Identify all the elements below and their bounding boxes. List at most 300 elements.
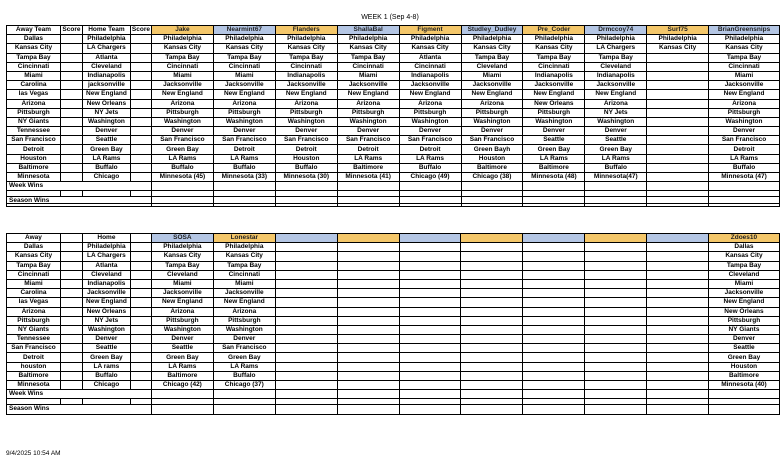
pick-cell: LA Rams [337,154,399,163]
pick-cell: LA Rams [399,154,461,163]
pick-cell [275,261,337,270]
score-cell [60,353,82,362]
score-cell [60,289,82,298]
pick-cell: Cincinnati [151,62,213,71]
pick-cell: Baltimore [151,371,213,380]
pick-cell: New Orleans [523,99,585,108]
pick-cell: Baltimore [461,163,523,172]
game-row [7,127,780,136]
pick-cell [399,307,461,316]
pick-cell [647,108,709,117]
pick-cell [337,316,399,325]
wins-cell [523,182,585,191]
score-cell [130,261,151,270]
pick-cell: Cincinnati [275,62,337,71]
away-team-cell: Miami [7,71,61,80]
game-row [7,335,780,344]
pick-cell: New England [523,90,585,99]
away-team-cell: Miami [7,279,61,288]
pick-cell: Jacksonville [151,81,213,90]
score-cell [130,279,151,288]
score-cell [130,154,151,163]
wins-cell [708,405,779,414]
wins-cell [337,390,399,399]
score-cell [60,279,82,288]
pick-cell: Minnesota (48) [523,173,585,182]
column-header: Away Team [7,26,61,35]
pick-cell: Denver [709,127,780,136]
pick-cell [275,252,337,261]
pick-cell: Philadelphia [399,35,461,44]
away-team-cell: Dallas [7,35,61,44]
home-team-cell: Jacksonville [82,289,130,298]
pick-cell [523,362,585,371]
home-team-cell: Philadelphia [82,35,130,44]
top-picks-table [6,25,780,207]
away-team-cell: las Vegas [7,298,61,307]
pick-cell: New England [213,298,275,307]
pick-cell: Cleveland [585,62,647,71]
pick-cell: Houston [708,362,779,371]
pick-cell: Buffalo [585,163,647,172]
score-cell [60,243,82,252]
score-cell [130,35,151,44]
pick-cell: Philadelphia [337,35,399,44]
pick-cell: Washington [523,117,585,126]
pick-cell: Denver [213,127,275,136]
wins-cell [151,405,213,414]
away-team-cell: Cincinnati [7,62,61,71]
away-team-cell: Detroit [7,145,61,154]
score-cell [60,335,82,344]
game-row [7,136,780,145]
pick-cell: Tampa Bay [151,53,213,62]
game-row [7,316,780,325]
pick-cell: New England [708,298,779,307]
pick-cell [399,362,461,371]
away-team-cell: Pittsburgh [7,316,61,325]
pick-cell: Pittsburgh [213,108,275,117]
pick-cell [647,252,709,261]
pick-cell: Philadelphia [275,35,337,44]
pick-cell: Pittsburgh [337,108,399,117]
pick-cell: Denver [585,127,647,136]
pick-cell [523,325,585,334]
pick-cell [461,316,523,325]
footer-timestamp: 9/4/2025 10:54 AM [6,450,61,457]
pick-cell [275,371,337,380]
game-row [7,108,780,117]
wins-cell [461,405,523,414]
pick-cell: San Francisco [399,136,461,145]
pick-cell: Minnesota (40) [708,381,779,390]
pick-cell [647,362,709,371]
pick-cell [337,252,399,261]
pick-cell: Minnesota (30) [275,173,337,182]
pick-cell: Detroit [275,145,337,154]
pick-cell: Jacksonville [461,81,523,90]
score-cell [130,71,151,80]
pick-cell: Denver [151,335,213,344]
pick-cell: Denver [151,127,213,136]
pick-cell: Tampa Bay [213,261,275,270]
score-cell [130,173,151,182]
pick-cell [647,163,709,172]
pick-cell: Baltimore [523,163,585,172]
pick-cell: LA Chargers [585,44,647,53]
pick-cell: Pittsburgh [461,108,523,117]
game-row [7,90,780,99]
picker-name-header [523,234,585,243]
away-team-cell: San Francisco [7,344,61,353]
pick-cell [461,270,523,279]
pick-cell: Tampa Bay [523,53,585,62]
away-team-cell: NY Giants [7,117,61,126]
pick-cell: Denver [523,127,585,136]
pick-cell [585,371,647,380]
season-wins-row [7,405,780,414]
pick-cell [647,344,709,353]
pick-cell: Buffalo [213,163,275,172]
pick-cell: Kansas City [461,44,523,53]
pick-cell: Jacksonville [151,289,213,298]
pick-cell: New Orleans [708,307,779,316]
pick-cell: Miami [461,71,523,80]
score-cell [60,316,82,325]
picker-name-header: Surf75 [647,26,709,35]
pick-cell [275,279,337,288]
pick-cell: Cincinnati [399,62,461,71]
picker-name-header: Nearmint67 [213,26,275,35]
pick-cell: Chicago (38) [461,173,523,182]
pick-cell: San Francisco [151,136,213,145]
column-header: Away [7,234,61,243]
pick-cell: Jacksonville [523,81,585,90]
away-team-cell: Baltimore [7,163,61,172]
pick-cell: Cleveland [461,62,523,71]
away-team-cell: Arizona [7,307,61,316]
pick-cell [337,289,399,298]
pick-cell: Miami [337,71,399,80]
picker-name-header [461,234,523,243]
column-header: Score [62,26,81,34]
pick-cell: Chicago (37) [213,381,275,390]
pick-cell [337,325,399,334]
wins-cell [275,405,337,414]
pick-cell: Pittsburgh [213,316,275,325]
wins-cell [399,405,461,414]
pick-cell: New England [399,90,461,99]
home-team-cell: LA Chargers [82,252,130,261]
score-cell [60,136,82,145]
bottom-picks-table [6,233,780,415]
row-label: Season Wins [7,405,152,414]
score-cell [130,307,151,316]
score-cell [60,307,82,316]
away-team-cell: Tennessee [7,335,61,344]
home-team-cell: Buffalo [82,163,130,172]
pick-cell [399,261,461,270]
pick-cell: Buffalo [213,371,275,380]
picker-name-header [647,234,709,243]
pick-cell: Philadelphia [213,243,275,252]
pick-cell [275,289,337,298]
wins-cell [709,197,780,206]
pick-cell: Cincinnati [213,270,275,279]
pick-cell [647,81,709,90]
pick-cell [399,381,461,390]
pick-cell: Buffalo [275,163,337,172]
wins-cell [213,405,275,414]
pick-cell [275,344,337,353]
pick-cell [585,252,647,261]
pick-cell: Miami [709,71,780,80]
pick-cell: Denver [337,127,399,136]
pick-cell [585,353,647,362]
away-team-cell: San Francisco [7,136,61,145]
wins-cell [337,405,399,414]
score-cell [130,381,151,390]
pick-cell: Tampa Bay [585,53,647,62]
pick-cell: Minnesota (45) [151,173,213,182]
away-team-cell: Tampa Bay [7,261,61,270]
score-cell [60,381,82,390]
wins-cell [585,390,647,399]
home-team-cell: Green Bay [82,145,130,154]
away-team-cell: las Vegas [7,90,61,99]
pick-cell: Kansas City [709,44,780,53]
score-cell [130,353,151,362]
game-row [7,325,780,334]
pick-cell: Washington [585,117,647,126]
game-row [7,279,780,288]
score-cell [130,289,151,298]
away-team-cell: Carolina [7,289,61,298]
pick-cell [647,62,709,71]
pick-cell: San Francisco [709,136,780,145]
pick-cell: Minnesota(47) [585,173,647,182]
pick-cell: Buffalo [151,163,213,172]
pick-cell: Arizona [213,99,275,108]
pick-cell: NY Giants [708,325,779,334]
pick-cell: New England [151,90,213,99]
pick-cell: San Francisco [275,136,337,145]
pick-cell [275,353,337,362]
score-cell [60,90,82,99]
row-label: Week Wins [7,390,152,399]
pick-cell: Pittsburgh [399,108,461,117]
pick-cell: Denver [708,335,779,344]
home-team-cell: Washington [82,325,130,334]
header-row [7,26,780,35]
pick-cell: Cleveland [151,270,213,279]
pick-cell: Arizona [213,307,275,316]
picker-name-header: SOSA [151,234,213,243]
pick-cell: Arizona [151,99,213,108]
pick-cell [647,279,709,288]
pick-cell: Jacksonville [708,289,779,298]
home-team-cell: Green Bay [82,353,130,362]
pick-cell [399,243,461,252]
pick-cell [275,307,337,316]
pick-cell: Kansas City [708,252,779,261]
score-cell [60,371,82,380]
pick-cell [523,252,585,261]
pick-cell [399,335,461,344]
home-team-cell: Philadelphia [82,243,130,252]
wins-cell [709,182,780,191]
pick-cell [647,127,709,136]
score-cell [60,44,82,53]
pick-cell: Washington [399,117,461,126]
pick-cell [275,362,337,371]
pick-cell: Kansas City [337,44,399,53]
game-row [7,252,780,261]
pick-cell [523,316,585,325]
pick-cell: Detroit [709,145,780,154]
pick-cell [399,252,461,261]
score-cell [60,252,82,261]
pick-cell: Green Bay [213,353,275,362]
picker-name-header [275,234,337,243]
pick-cell: Cincinnati [709,62,780,71]
pick-cell: Seattle [523,136,585,145]
picker-name-header: BrianGreensnips [709,26,780,35]
pick-cell [399,344,461,353]
wins-cell [461,390,523,399]
pick-cell [337,362,399,371]
score-cell [130,44,151,53]
pick-cell [399,289,461,298]
pick-cell: Arizona [585,99,647,108]
score-cell [60,261,82,270]
pick-cell: Pittsburgh [151,316,213,325]
pick-cell: Green Bay [585,145,647,154]
pick-cell: Philadelphia [151,35,213,44]
score-cell [130,316,151,325]
pick-cell [461,298,523,307]
home-team-cell: Denver [82,335,130,344]
home-team-cell: Cleveland [82,62,130,71]
pick-cell: LA Rams [709,154,780,163]
away-team-cell: Arizona [7,99,61,108]
away-team-cell: Cincinnati [7,270,61,279]
pick-cell [337,298,399,307]
pick-cell [523,335,585,344]
pick-cell [647,99,709,108]
pick-cell: Arizona [275,99,337,108]
score-cell [60,127,82,136]
pick-cell: Chicago (49) [399,173,461,182]
pick-cell: Green Bay [151,353,213,362]
wins-cell [523,197,585,206]
pick-cell: New England [275,90,337,99]
pick-cell: Pittsburgh [523,108,585,117]
score-cell [60,173,82,182]
score-cell [60,344,82,353]
game-row [7,145,780,154]
pick-cell [523,261,585,270]
home-team-cell: Cleveland [82,270,130,279]
pick-cell: Washington [337,117,399,126]
pick-cell: Cincinnati [213,62,275,71]
pick-cell: Kansas City [151,252,213,261]
home-team-cell: New England [82,298,130,307]
pick-cell: Kansas City [523,44,585,53]
pick-cell: Arizona [151,307,213,316]
away-team-cell: Carolina [7,81,61,90]
pick-cell [647,243,709,252]
pick-cell: Washington [709,117,780,126]
column-header: Score [131,26,150,34]
pick-cell: Seattle [151,344,213,353]
pick-cell: Philadelphia [151,243,213,252]
home-team-cell: New Orleans [82,99,130,108]
picker-name-header: ShallaBal [337,26,399,35]
picker-name-header [337,234,399,243]
pick-cell: Pittsburgh [708,316,779,325]
game-row [7,289,780,298]
pick-cell [647,325,709,334]
row-label: Season Wins [7,197,152,206]
pick-cell [275,243,337,252]
score-cell [60,81,82,90]
game-row [7,243,780,252]
pick-cell [523,298,585,307]
pick-cell: Dallas [708,243,779,252]
pick-cell: San Francisco [461,136,523,145]
pick-cell: Kansas City [213,252,275,261]
pick-cell: Tampa Bay [709,53,780,62]
wins-cell [213,182,275,191]
pick-cell: Detroit [337,145,399,154]
score-cell [60,99,82,108]
pick-cell: Pittsburgh [151,108,213,117]
column-header [60,234,82,243]
pick-cell [337,371,399,380]
game-row [7,163,780,172]
picker-name-header: Figment [399,26,461,35]
pick-cell: Baltimore [337,163,399,172]
pick-cell [647,307,709,316]
pick-cell: Cleveland [708,270,779,279]
pick-cell: Philadelphia [647,35,709,44]
season-wins-row [7,197,780,206]
pick-cell: New England [461,90,523,99]
wins-cell [213,197,275,206]
away-team-cell: Kansas City [7,44,61,53]
pick-cell [523,270,585,279]
away-team-cell: Dallas [7,243,61,252]
pick-cell: Kansas City [275,44,337,53]
pick-cell [461,243,523,252]
pick-cell: Indianapolis [399,71,461,80]
pick-cell: LA Rams [151,362,213,371]
pick-cell [337,279,399,288]
score-cell [60,163,82,172]
pick-cell [399,316,461,325]
pick-cell: Jacksonville [585,81,647,90]
pick-cell [585,298,647,307]
game-row [7,381,780,390]
pick-cell [275,325,337,334]
pick-cell [585,325,647,334]
pick-cell: Kansas City [399,44,461,53]
score-cell [60,270,82,279]
pick-cell [523,307,585,316]
pick-cell: Denver [461,127,523,136]
wins-cell [647,390,709,399]
